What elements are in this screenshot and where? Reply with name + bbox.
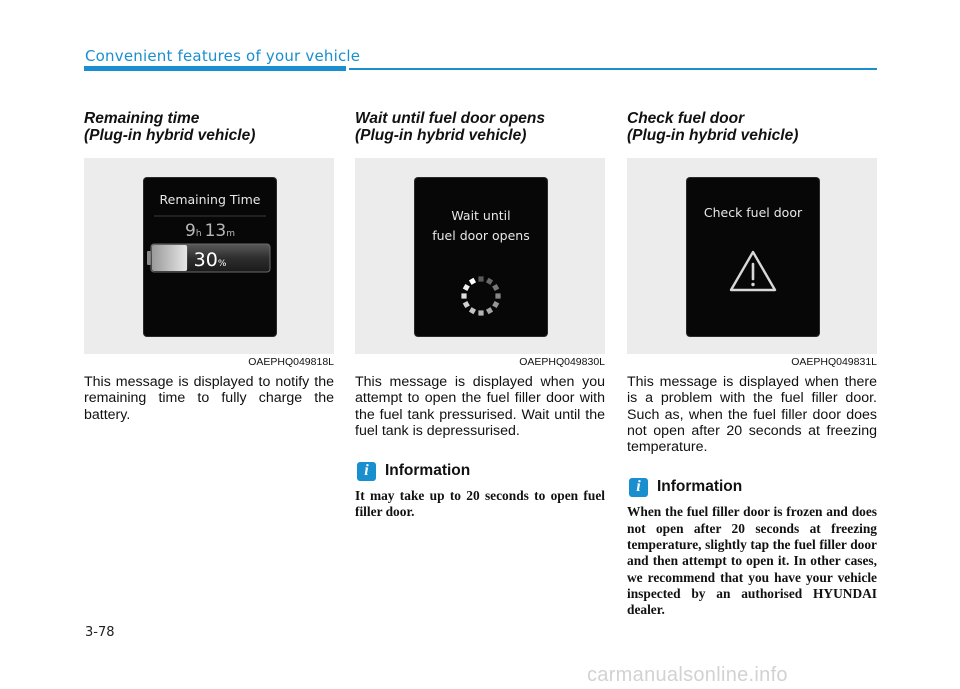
spinner-dot [469, 278, 476, 285]
section-wait-fuel-door [355, 111, 605, 521]
wait-fuel-door-display [415, 178, 547, 336]
spinner-dot [495, 293, 500, 298]
section-title-line1: Wait until fuel door opens [355, 110, 546, 127]
watermark: carmanualsonline.info [587, 664, 788, 686]
charge-value: 30 [193, 249, 218, 271]
spinner-dot [469, 307, 476, 314]
figure-code: OAEPHQ049818L [248, 356, 334, 368]
screen-title: Remaining Time [159, 192, 261, 207]
body-text: This message is displayed when there is a problem with the fuel filler door. Such as, when the fuel filler door does not open after 20 seconds at freezing temperature. [627, 374, 877, 456]
section-title [84, 111, 334, 144]
section-title-line1: Remaining time [84, 110, 200, 127]
information-text: When the fuel filler door is frozen and does not open after 20 seconds at freezing temperature, slightly tap the fuel filler door and then attempt to open it. In other cases, we recommend that you have your vehicle inspected by an authorised HYUNDAI dealer. [627, 504, 877, 618]
spinner-dot [478, 310, 483, 315]
information-header [627, 476, 877, 498]
page-number: 3-78 [85, 625, 115, 640]
section-title-line2: (Plug-in hybrid vehicle) [84, 126, 256, 144]
figure-code: OAEPHQ049831L [791, 356, 877, 368]
screen-title: Check fuel door [703, 205, 803, 220]
spinner-dot [492, 301, 499, 308]
header-bar-thick [84, 66, 346, 71]
check-fuel-door-display [687, 178, 819, 336]
spinner-dot [486, 307, 493, 314]
spinner-dot [486, 278, 493, 285]
information-label: Information [657, 478, 743, 496]
info-icon: i [629, 478, 648, 497]
section-title-line1: Check fuel door [627, 110, 745, 127]
minutes-unit: m [226, 229, 235, 239]
section-title-line2: (Plug-in hybrid vehicle) [355, 126, 527, 144]
figure-code: OAEPHQ049830L [519, 356, 605, 368]
body-text: This message is displayed when you attempt to open the fuel filler door with the fuel tank pressurised. Wait until the fuel tank is depressurised. [355, 374, 605, 439]
cluster-screen [415, 178, 547, 336]
warning-triangle-icon [731, 252, 775, 290]
spinner-dot [463, 301, 470, 308]
header-title: Convenient features of your vehicle [85, 47, 361, 65]
spinner-dot [478, 276, 483, 281]
section-title [627, 111, 877, 144]
minutes-value: 13 [204, 221, 227, 241]
figure-remaining-time [84, 158, 334, 354]
header-bar-thin [349, 68, 877, 70]
screen-line2: fuel door opens [432, 228, 530, 243]
information-label: Information [385, 462, 471, 480]
info-icon: i [357, 462, 376, 481]
section-check-fuel-door [627, 111, 877, 619]
screen-line1: Wait until [451, 208, 511, 223]
body-text: This message is displayed to notify the remaining time to fully charge the battery. [84, 374, 334, 423]
figure-wait-fuel-door [355, 158, 605, 354]
spinner-dot [492, 284, 499, 291]
remaining-time-display [144, 178, 276, 336]
cluster-screen [144, 178, 276, 336]
battery-terminal [147, 251, 151, 265]
battery-level-fill [152, 245, 187, 271]
hours-unit: h [195, 229, 202, 239]
spinner-dot [461, 293, 466, 298]
remaining-time-value [185, 221, 235, 241]
spinner-dot [463, 284, 470, 291]
figure-check-fuel-door [627, 158, 877, 354]
hours-value: 9 [185, 221, 196, 241]
cluster-screen [687, 178, 819, 336]
charge-unit: % [217, 259, 227, 269]
loading-spinner-icon [461, 276, 500, 315]
section-title [355, 111, 605, 144]
information-text: It may take up to 20 seconds to open fuel filler door. [355, 488, 605, 520]
information-header [355, 460, 605, 482]
section-title-line2: (Plug-in hybrid vehicle) [627, 126, 799, 144]
section-remaining-time [84, 111, 334, 423]
